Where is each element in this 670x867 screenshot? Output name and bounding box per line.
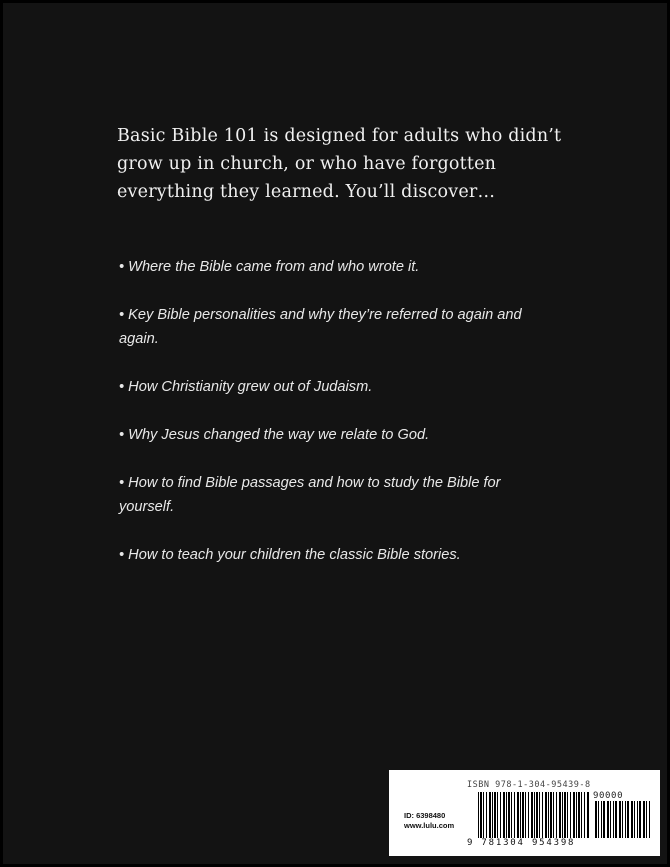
barcode-label xyxy=(389,770,660,856)
list-item: • How to find Bible passages and how to study the Bible for yourself. xyxy=(119,475,501,515)
id-label: ID: 6398480 xyxy=(404,811,446,820)
barcode-digits: 9 781304 954398 xyxy=(467,838,576,848)
list-item: • Where the Bible came from and who wrote it. xyxy=(119,259,420,275)
price-code: 90000 xyxy=(593,791,624,801)
list-item: • Key Bible personalities and why they’re referred to again and again. xyxy=(119,307,522,347)
list-item: • How to teach your children the classic Bible stories. xyxy=(119,547,461,563)
site-url: www.lulu.com xyxy=(404,821,455,830)
barcode-bars xyxy=(478,792,589,838)
list-item: • Why Jesus changed the way we relate to God. xyxy=(119,427,430,443)
feature-list xyxy=(119,255,539,591)
isbn-text: ISBN 978-1-304-95439-8 xyxy=(467,780,591,790)
list-item: • How Christianity grew out of Judaism. xyxy=(119,379,373,395)
intro-paragraph: Basic Bible 101 is designed for adults who didn’t grow up in church, or who have forgotten everything they learned. You’ll discover… xyxy=(117,126,562,202)
publisher-id xyxy=(404,811,454,831)
price-barcode-bars xyxy=(595,801,651,838)
